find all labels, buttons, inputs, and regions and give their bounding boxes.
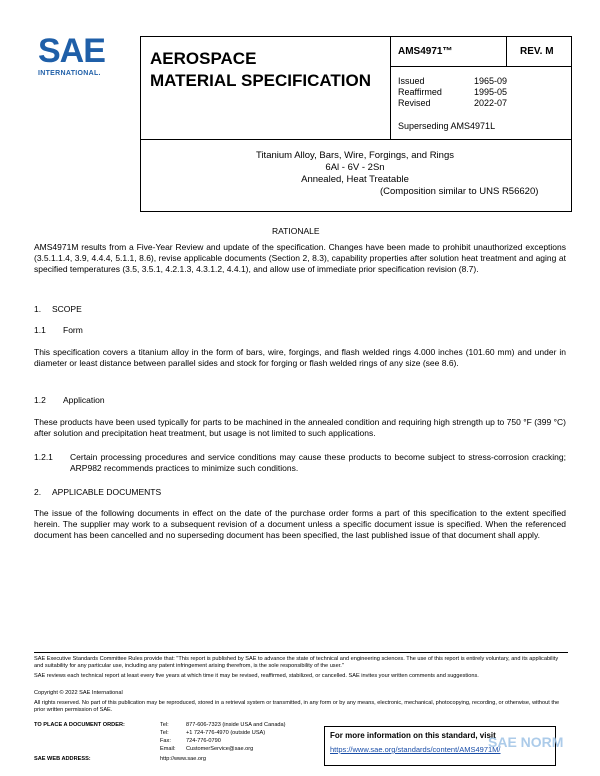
footer-rights-text: All rights reserved. No part of this publication may be reproduced, stored in a retrieval system or transmitted, in any form or by any means, electronic, mechanical, photocopying, recording, or otherwise, without the prior written permission of SAE. <box>34 700 560 714</box>
doc-number: AMS4971™ <box>398 46 453 57</box>
issued-label: Issued <box>398 76 425 86</box>
section-2-number: 2. <box>34 487 42 497</box>
section-1-1-number: 1.1 <box>34 325 46 335</box>
footer-rules-text: SAE Executive Standards Committee Rules provide that: "This report is published by SAE to advance the state of technical and engineering sciences. The use of this report is entirely voluntary, and its applicability and suitability for any particular use, including any patent infringement arising therefrom, is the sole responsibility of the user." <box>34 656 559 670</box>
section-2-text: The issue of the following documents in effect on the date of the purchase order forms a part of this specification to the extent specified herein. The supplier may work to a subsequent revision of a document unless a specific document issue is specified. When the referenced document has been cancelled and no superseding document has been specified, the last published issue of that document shall apply. <box>34 508 566 540</box>
document-type-title: AEROSPACE MATERIAL SPECIFICATION <box>150 49 371 90</box>
section-2-title: APPLICABLE DOCUMENTS <box>52 487 162 497</box>
section-1-2-1-number: 1.2.1 <box>34 452 53 462</box>
rationale-heading: RATIONALE <box>272 226 320 236</box>
revised-date: 2022-07 <box>474 98 508 108</box>
watermark-logo: SAE NORM <box>488 734 564 750</box>
tel-label: Tel: <box>160 722 169 728</box>
rev-divider <box>506 36 507 66</box>
web-address-link[interactable]: http://www.sae.org <box>160 756 207 762</box>
footer-rule <box>34 652 568 653</box>
header-divider <box>390 36 391 140</box>
fax-label: Fax: <box>160 738 171 744</box>
material-title: Titanium Alloy, Bars, Wire, Forgings, and Rings 6Al - 6V - 2Sn Annealed, Heat Treatable <box>256 150 454 185</box>
section-1-2-1-text: Certain processing procedures and service conditions may cause these products to become subject to stress-corrosion cracking; ARP982 recommends practices to minimize such conditions. <box>70 452 566 473</box>
tel-value: 877-606-7323 (inside USA and Canada) <box>186 722 286 728</box>
section-1-2-title: Application <box>63 395 105 405</box>
email-label: Email: <box>160 746 176 752</box>
email-value[interactable]: CustomerService@sae.org <box>186 746 254 752</box>
fax-value: 724-776-0790 <box>186 738 221 744</box>
footer-copyright: Copyright © 2022 SAE International <box>34 690 123 696</box>
section-1-1-text: This specification covers a titanium alloy in the form of bars, wire, forgings, and flash welded rings 4.000 inches (101.60 mm) and under in diameter or least distance between parallel sides and stock for forging or flash welded rings of any size (see 8.6). <box>34 347 566 368</box>
reaffirmed-date: 1995-05 <box>474 87 508 97</box>
section-1-2-number: 1.2 <box>34 395 46 405</box>
reaffirmed-label: Reaffirmed <box>398 87 442 97</box>
composition-note: (Composition similar to UNS R56620) <box>380 186 539 197</box>
tel2-label: Tel: <box>160 730 169 736</box>
section-1-number: 1. <box>34 304 42 314</box>
header-rule <box>390 66 572 67</box>
section-1-1-title: Form <box>63 325 83 335</box>
superseding-note: Superseding AMS4971L <box>398 121 496 131</box>
tel2-value: +1 724-776-4970 (outside USA) <box>186 730 266 736</box>
revision-label: REV. M <box>520 46 554 57</box>
web-label: SAE WEB ADDRESS: <box>34 756 91 762</box>
section-1-2-text: These products have been used typically for parts to be machined in the annealed condition and requiring high strength up to 750 °F (399 °C) after solution and precipitation heat treatment, but usage is not limited to such applications. <box>34 417 566 438</box>
rationale-text: AMS4971M results from a Five-Year Review and update of the specification. Changes have been made to prohibit unauthorized exceptions (3.5.1.1.4, 3.9, 4.4.4, 5.1.1, 8.6), revise applicable documents (Section 2, 8.3), capability properties after solution heat treatment and aging at specified temperatures (3.5, 3.5.1, 4.2.1.3, 4.3.1.2, 4.4.1), and allow use of immediate prior specification revision (8.7). <box>34 242 566 274</box>
sae-logo: SAE <box>38 32 105 70</box>
standard-link[interactable]: https://www.sae.org/standards/content/AMS4971M/ <box>330 745 501 754</box>
order-label: TO PLACE A DOCUMENT ORDER: <box>34 722 125 728</box>
footer-review-text: SAE reviews each technical report at least every five years at which time it may be revised, reaffirmed, stabilized, or cancelled. SAE invites your written comments and suggestions. <box>34 673 479 679</box>
revised-label: Revised <box>398 98 431 108</box>
issued-date: 1965-09 <box>474 76 508 86</box>
more-info-title: For more information on this standard, visit <box>330 731 496 740</box>
section-1-title: SCOPE <box>52 304 82 314</box>
sae-logo-subtitle: INTERNATIONAL. <box>38 70 101 77</box>
